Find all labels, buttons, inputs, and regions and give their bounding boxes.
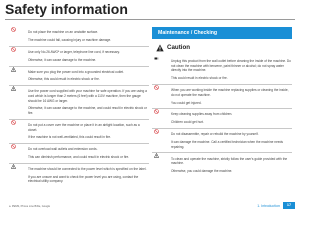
safety-item	[9, 143, 149, 163]
caution-triangle-icon	[156, 44, 164, 52]
safety-instruction: When you are working inside the machine replacing supplies or cleaning the inside, do not operate the machine.	[171, 88, 289, 97]
safety-consequence: Otherwise, it can cause damage to the machine, and could result in electric shock or fire.	[28, 106, 147, 115]
caution-heading	[152, 39, 292, 56]
safety-instruction: Do not place the machine on an unstable surface.	[28, 30, 99, 35]
caution-label: Caution	[167, 44, 191, 51]
safety-consequence: If the machine is not well-ventilated, this could result in fire.	[28, 135, 112, 140]
right-column	[152, 27, 292, 177]
safety-consequence: This can diminish performance, and could result in electric shock or fire.	[28, 155, 130, 160]
warning-icon	[11, 86, 16, 91]
prohibited-icon	[154, 129, 159, 134]
safety-instruction: Make sure you plug the power cord into a grounded electrical outlet.	[28, 69, 124, 74]
safety-item	[152, 128, 292, 152]
safety-consequence: Children could get hurt.	[171, 120, 204, 125]
safety-instruction: Do not put a cover over the machine or place it in an airtight location, such as a closet.	[28, 122, 140, 132]
safety-consequence: It can damage the machine. Call a certified technician when the machine needs repairing.	[171, 140, 283, 149]
safety-consequence: The machine could fall, causing injury or machine damage.	[28, 37, 112, 42]
safety-consequence: This could result in electric shock or fire.	[171, 76, 228, 81]
safety-item	[9, 66, 149, 86]
safety-item	[152, 84, 292, 108]
safety-consequence: Otherwise, you could damage the machine.	[171, 168, 233, 173]
page-number-badge: 17	[283, 202, 295, 209]
safety-instruction: Unplug this product from the wall outlet before cleaning the inside of the machine. Do not clean the machine with benzene, paint thinner or alcohol; do not spray water directly into the machine.	[171, 59, 291, 73]
safety-item	[9, 163, 149, 187]
safety-item	[152, 152, 292, 176]
safety-consequence: You could get injured.	[171, 100, 202, 105]
warning-icon	[11, 164, 16, 169]
left-column	[9, 27, 149, 187]
footer-section-label: 1. Introduction	[257, 204, 280, 208]
safety-item	[9, 27, 149, 46]
safety-instruction: Do not overload wall outlets and extension cords.	[28, 147, 98, 152]
footnote: a. PEMS, Phone Line Bible, Google	[9, 205, 51, 208]
prohibited-icon	[154, 85, 159, 90]
safety-instruction: Keep cleaning supplies away from children.	[171, 112, 233, 117]
safety-instruction: To clean and operate the machine, strictly follow the user's guide provided with the machine.	[171, 156, 288, 166]
safety-consequence: Otherwise, this could result in electric shock or fire.	[28, 77, 100, 82]
right-items	[152, 56, 292, 177]
safety-consequence: Otherwise, it can cause damage to the machine.	[28, 57, 97, 62]
safety-item	[9, 85, 149, 119]
prohibited-icon	[11, 120, 16, 125]
prohibited-icon	[154, 109, 159, 114]
safety-item	[9, 46, 149, 66]
section-header: Maintenance / Checking	[152, 27, 292, 39]
prohibited-icon	[11, 27, 16, 32]
warning-icon	[154, 153, 159, 158]
safety-instruction: Use only No.26 AWGª or larger, telephone line cord, if necessary.	[28, 49, 120, 54]
warning-icon	[11, 67, 16, 72]
safety-item	[9, 119, 149, 143]
prohibited-icon	[11, 144, 16, 149]
safety-item	[152, 108, 292, 128]
safety-instruction: Use the power cord supplied with your machine for safe operation. If you are using a cord which is longer than 2 meters (6 feet) with a 110V machine, then the gauge should be 16 AWG or larger.	[28, 89, 147, 103]
page-title: Safety information	[5, 1, 128, 17]
title-divider	[5, 19, 295, 20]
unplug-icon	[154, 56, 159, 61]
safety-item	[152, 56, 292, 84]
safety-instruction: The machine should be connected to the power level which is specified on the label.	[28, 167, 147, 172]
safety-instruction: Do not disassemble, repair or rebuild the machine by yourself.	[171, 132, 259, 137]
prohibited-icon	[11, 47, 16, 52]
safety-consequence: If you are unsure and want to check the power level you are using, contact the electrical utility company.	[28, 174, 139, 184]
